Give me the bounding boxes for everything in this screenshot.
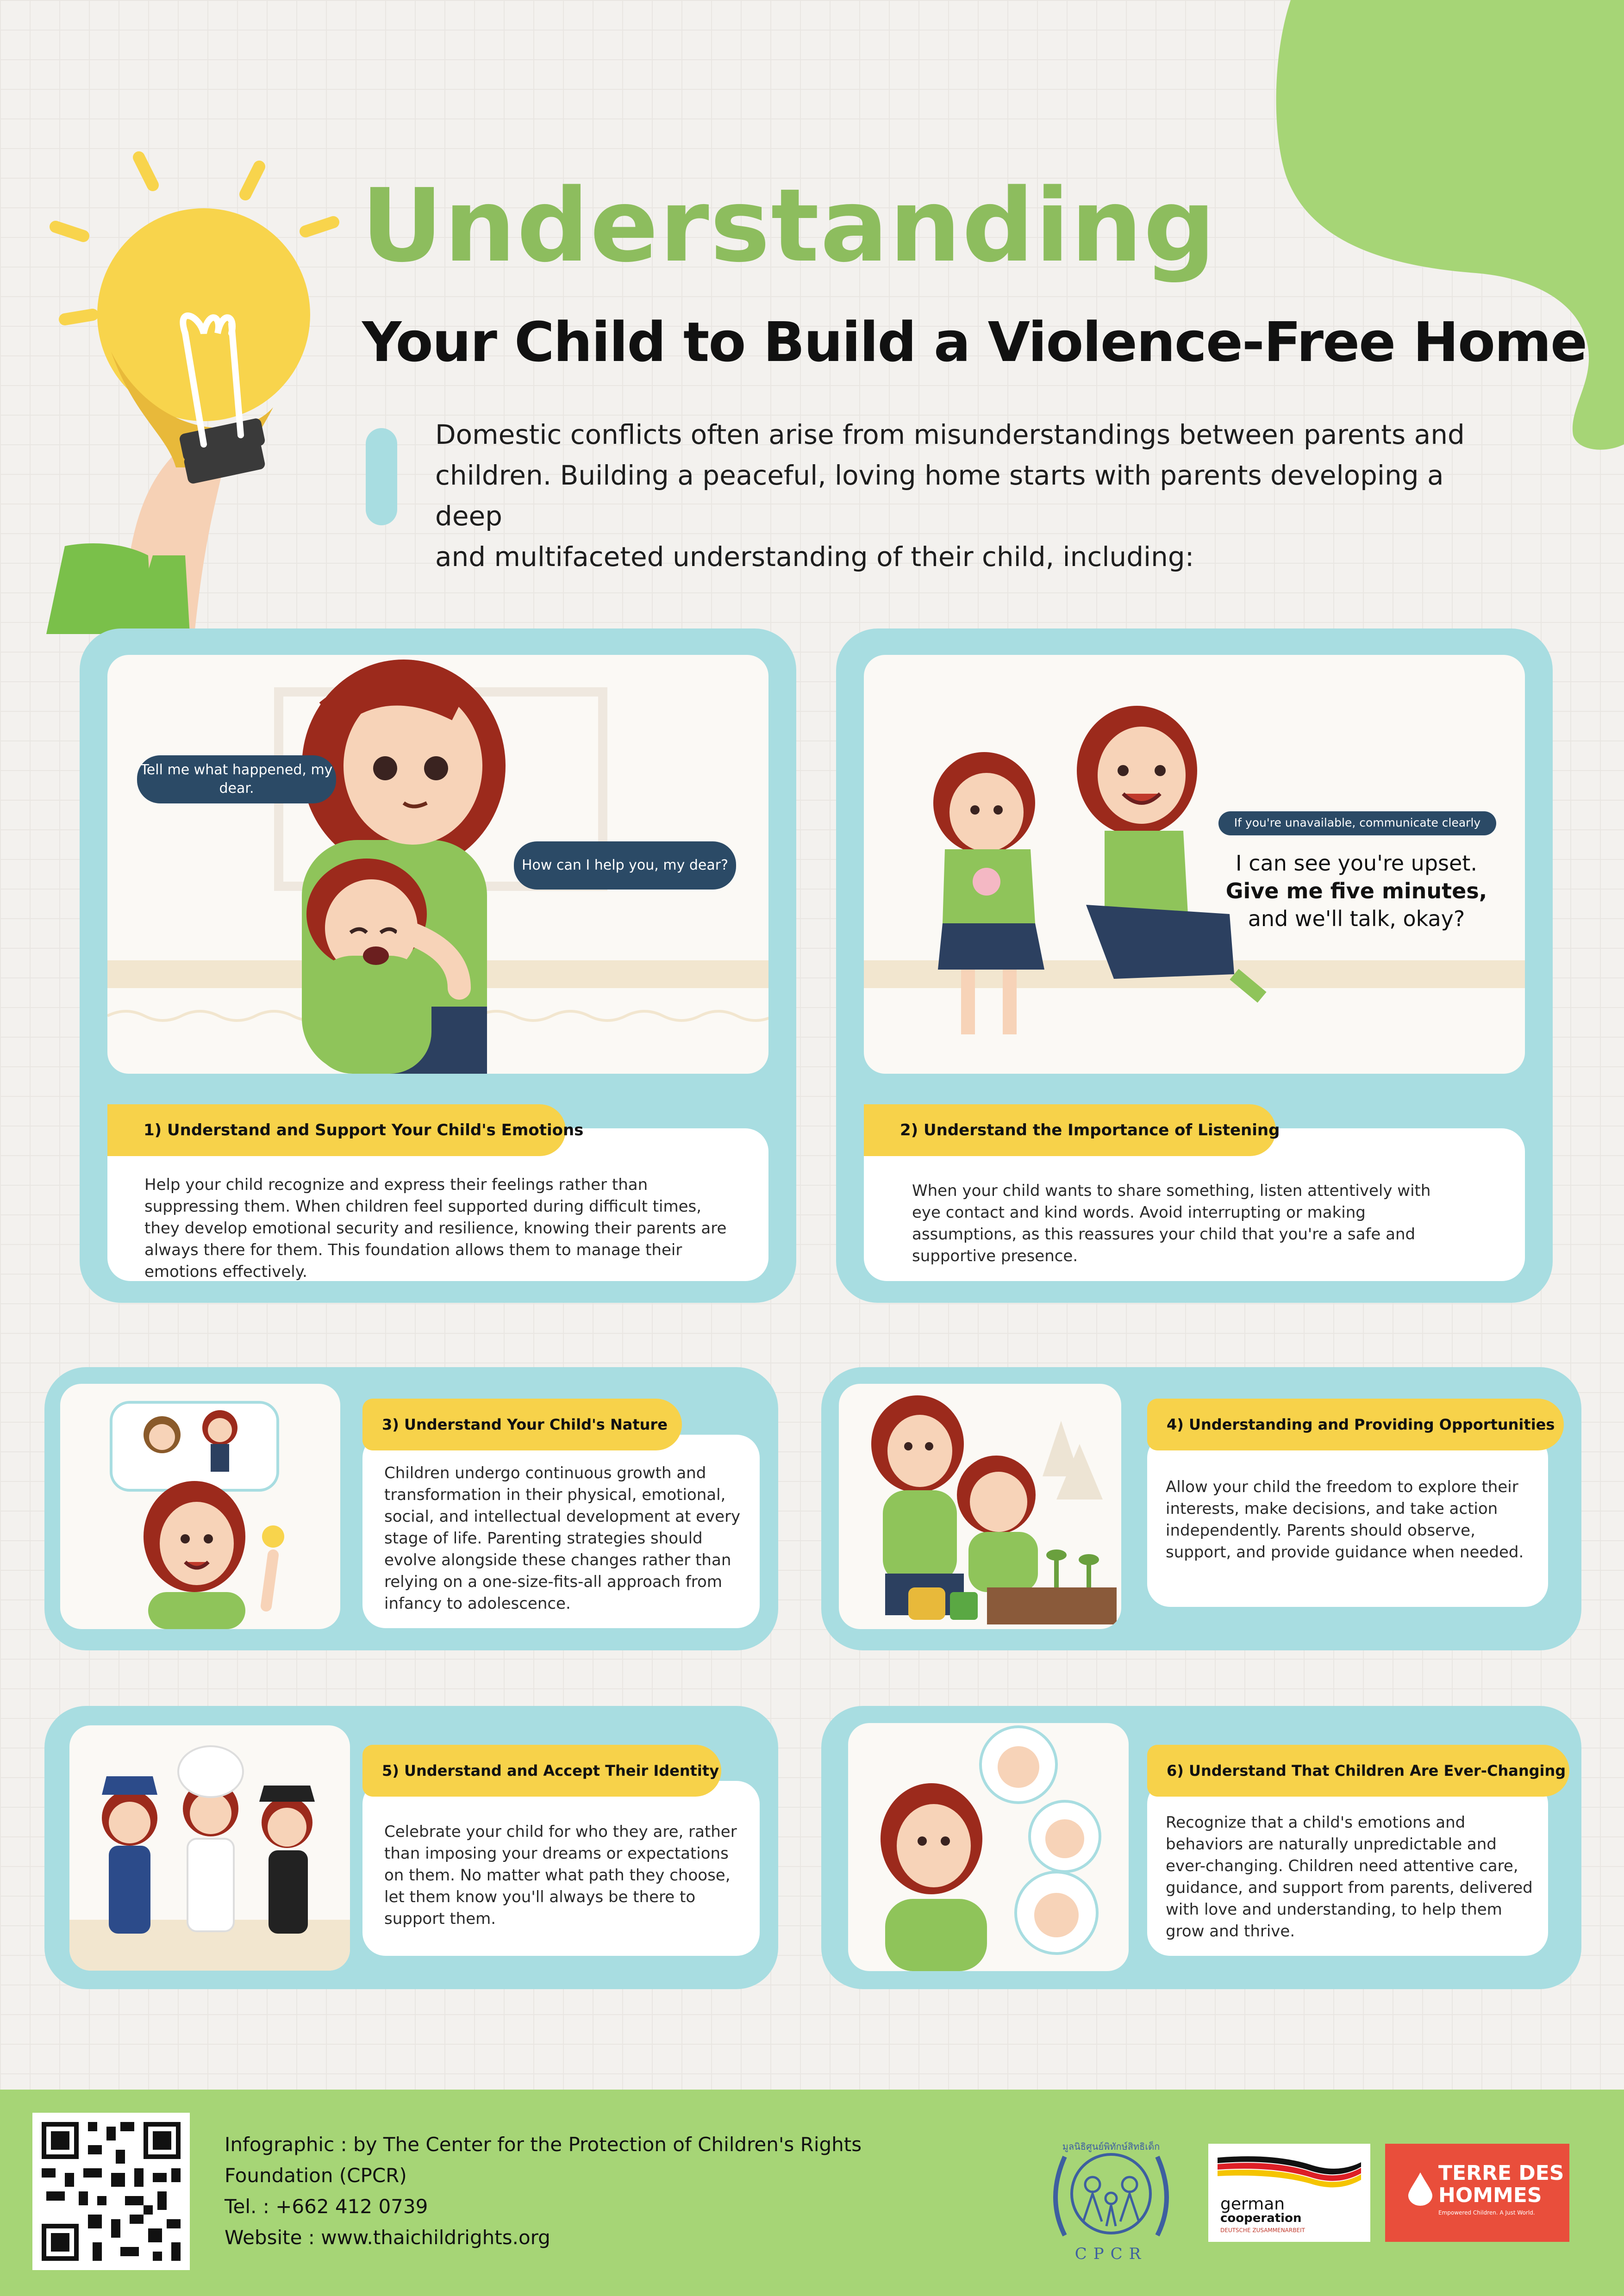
card-heading: 5) Understand and Accept Their Identity (362, 1745, 721, 1797)
tdh-tagline: Empowered Children. A Just World. (1438, 2209, 1535, 2216)
page-subtitle: Your Child to Build a Violence-Free Home (362, 310, 1587, 374)
card-heading: 2) Understand the Importance of Listening (864, 1104, 1276, 1156)
german-cooperation-logo (1208, 2144, 1370, 2242)
website-link[interactable]: Website : www.thaichildrights.org (225, 2226, 550, 2249)
speech-bubble-how-can-i-help: How can I help you, my dear? (514, 841, 736, 890)
card-body: Help your child recognize and express their feelings rather than suppressing them. When children feel supported during difficult times, they develop emotional security and resilience, knowing their parents are always there for them. This foundation allows them to manage their emotions effectively. (144, 1176, 727, 1281)
german-flag-swoosh-icon (1218, 2153, 1361, 2190)
deutsche-text: DEUTSCHE ZUSAMMENARBEIT (1220, 2227, 1305, 2234)
card-body: Allow your child the freedom to explore their interests, make decisions, and take action independently. Parents should observe, support, and provide guidance when needed. (1166, 1478, 1524, 1562)
cooperation-text: cooperation (1220, 2211, 1302, 2225)
credit-line: Infographic : by The Center for the Protection of Children's Rights (225, 2133, 862, 2156)
illustration-gardening (839, 1384, 1121, 1629)
intro-paragraph (435, 414, 1514, 577)
speech-bubble-what-happened: Tell me what happened, my dear. (137, 755, 336, 803)
illustration-career-costumes (69, 1725, 350, 1971)
tdh-line-1: TERRE DES (1438, 2161, 1564, 2185)
quote-bold: Give me five minutes, (1225, 878, 1487, 903)
card-heading: 6) Understand That Children Are Ever-Changing (1147, 1745, 1569, 1797)
qr-code[interactable] (32, 2113, 190, 2270)
water-drop-icon (1408, 2172, 1432, 2206)
lightbulb-icon (46, 148, 361, 634)
card-heading: 3) Understand Your Child's Nature (362, 1399, 682, 1450)
card-body: When your child wants to share something, listen attentively with eye contact and kind words. Avoid interrupting or making assumptions, as this reassures your child that you're a safe and supportive presence. (912, 1182, 1431, 1265)
illustration-mother-idea (60, 1384, 340, 1629)
credit-line: Foundation (CPCR) (225, 2164, 407, 2187)
intro-line: Domestic conflicts often arise from misunderstandings between parents and (435, 419, 1465, 450)
intro-accent-bar (366, 428, 397, 525)
quote-part: I can see you're upset. (1236, 851, 1477, 876)
german-text: german (1220, 2195, 1285, 2214)
phone-number: Tel. : +662 412 0739 (225, 2195, 428, 2218)
quote-text (1204, 849, 1509, 933)
intro-line: and multifaceted understanding of their child, including: (435, 541, 1194, 572)
terre-des-hommes-logo (1385, 2144, 1569, 2242)
intro-line: children. Building a peaceful, loving home starts with parents developing a deep (435, 460, 1444, 532)
cpcr-logo-text: CPCR (1074, 2245, 1148, 2263)
card-heading: 4) Understanding and Providing Opportunities (1147, 1399, 1564, 1450)
tdh-line-2: HOMMES (1438, 2184, 1542, 2207)
quote-part: and we'll talk, okay? (1248, 906, 1465, 931)
card-heading: 1) Understand and Support Your Child's Emotions (107, 1104, 566, 1156)
illustration-mother-thinking (848, 1723, 1129, 1971)
tip-label: If you're unavailable, communicate clearly (1218, 811, 1496, 835)
cpcr-thai-text: มูลนิธิศูนย์พิทักษ์สิทธิเด็ก (1062, 2141, 1160, 2152)
card-body: Celebrate your child for who they are, rather than imposing your dreams or expectations on them. No matter what path they choose, let them know you'll always be there to support them. (384, 1823, 737, 1928)
corner-blob (1254, 0, 1624, 454)
footer-credits (225, 2129, 862, 2253)
cpcr-logo (1037, 2129, 1185, 2268)
card-body: Recognize that a child's emotions and behaviors are naturally unpredictable and ever-changing. Children need attentive care, guidance, and support from parents, delivered with love and understanding, to help them grow and thrive. (1166, 1813, 1533, 1941)
card-body: Children undergo continuous growth and transformation in their physical, emotional, social, and intellectual development at every stage of life. Parenting strategies should evolve alongside these changes rather than relying on a one-size-fits-all approach from infancy to adolescence. (384, 1464, 741, 1613)
page-title: Understanding (361, 168, 1217, 285)
